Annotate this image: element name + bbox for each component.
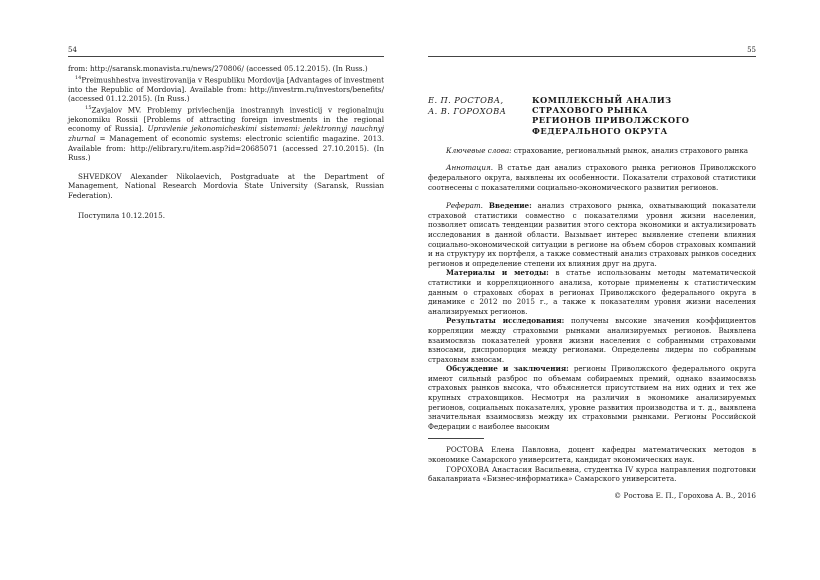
author-bio-english: SHVEDKOV Alexander Nikolaevich, Postgraduate at the Department of Management, National Research Mordovia State University (Saransk, Russian Federation). (68, 171, 384, 200)
author-gorohova: А. В. ГОРОХОВА (428, 105, 507, 116)
results-label: Результаты исследования: (446, 316, 565, 326)
author-rostova: Е. П. РОСТОВА, (428, 95, 504, 105)
discussion-section (428, 364, 756, 431)
discussion-label: Обсуждение и заключения: (446, 364, 569, 374)
methods-section (428, 268, 756, 316)
header-rule-right (428, 56, 756, 57)
title-line: СТРАХОВОГО РЫНКА (532, 105, 648, 116)
footnote-15-text-before: Zavjalov MV. Problemy privlechenija inostrannyh investicij v regionalnuju jekonomiku Rossii [Problems of attracting foreign investments in the regional economy of Russia]. (68, 105, 385, 134)
keywords-label: Ключевые слова: (446, 145, 512, 155)
title-line: КОМПЛЕКСНЫЙ АНАЛИЗ (532, 95, 672, 105)
page-number-right: 55 (747, 46, 756, 54)
referat-introduction (428, 201, 756, 268)
footnote-15 (68, 104, 384, 163)
annotation-text: В статье дан анализ страхового рынка регионов Приволжского федерального округа, выявлены их особенности. Показатели страховой статистики соотнесены с показателями социально-экономического развития регионов. (428, 163, 756, 192)
introduction-text: анализ страхового рынка, охватывающий показатели страховой статистики совместно с показателями уровня жизни населения, позволяет описать тенденции развития этого сектора экономики и актуализировать исследования в данной области. Вызывает интерес выявление степени влияния социально-экономической ситуации в регионе на объем сборов страховых компаний и на структуру их портфеля, а также совместный анализ страховых рынков соседних регионов и определение степени их влияния друг на друга. (428, 201, 757, 268)
article-title (532, 95, 707, 136)
footnote-15-number: 15 (85, 104, 92, 111)
title-line: ФЕДЕРАЛЬНОГО ОКРУГА (532, 125, 668, 136)
referat-label: Реферат. (446, 201, 483, 211)
article-authors (428, 95, 532, 116)
header-rule-left (68, 56, 384, 57)
footnote-14-number: 14 (74, 74, 82, 81)
keywords (428, 146, 756, 156)
results-section (428, 316, 756, 364)
footnote-rule (428, 438, 484, 439)
keywords-text: страхование, региональный рынок, анализ страхового рынка (511, 145, 749, 155)
right-column (428, 95, 756, 500)
methods-text: в статье использованы методы математической статистики и корреляционного анализа, которые применены к статистическим данным о страховых сборах в регионах Приволжского федерального округа в динамике с 2012 по 2015 г., а также к показателям уровня жизни населения анализируемых регионов. (428, 268, 756, 316)
results-text: получены высокие значения коэффициентов корреляции между страховыми рынками анализируемых регионов. Выявлена взаимосвязь показателей уровня жизни населения с собранными страховыми взносами, диспропорция между регионами. Определены лидеры по собранным страховым взносам. (428, 316, 756, 364)
discussion-text: регионы Приволжского федерального округа имеют сильный разброс по объемам собираемых премий, однако взаимосвязь страховых рынков высока, что объясняется присутствием на них одних и тех же крупных страховщиков. Несмотря на различия в экономике анализируемых регионов, социальных показателях, уровне развития производства и т. д., выявлена значительная взаимосвязь между их страховыми рынками. Регионы Российской Федерации с наиболее высоким (428, 364, 757, 431)
footnote-author-gorohova: ГОРОХОВА Анастасия Васильевна, студентка IV курса направления подготовки бакалавриата «Бизнес-информатика» Самарского университета. (428, 464, 756, 484)
received-date: Поступила 10.12.2015. (78, 210, 165, 220)
footnote-14-text: Preimushhestva investirovanija v Respubliku Mordovija [Advantages of investment into the Republic of Mordovia]. Available from: http://investrm.ru/investors/benefits/ (accessed 01.12.2015). (In Russ.) (68, 74, 385, 104)
annotation (428, 163, 756, 192)
introduction-label: Введение: (482, 201, 532, 211)
left-column (68, 64, 384, 220)
footnote-15-journal: Upravlenie jekonomicheskimi sistemami: jelektronnyj nauchnyj zhurnal (68, 124, 384, 143)
title-line: РЕГИОНОВ ПРИВОЛЖСКОГО (532, 115, 690, 126)
footnote-author-rostova: РОСТОВА Елена Павловна, доцент кафедры математических методов в экономике Самарского университета, кандидат экономических наук. (428, 445, 756, 465)
annotation-label: Аннотация. (446, 163, 494, 173)
footnote-15-text-after: = Management of economic systems: electronic scientific magazine. 2013. Available from: http://elibrary.ru/item.asp?id=20685071 (accessed 27.10.2015). (In Russ.) (68, 133, 384, 163)
page-number-left: 54 (68, 46, 77, 54)
footnote-14 (68, 74, 384, 104)
reference-continuation: from: http://saransk.monavista.ru/news/270806/ (accessed 05.12.2015). (In Russ.) (68, 64, 368, 73)
right-page (410, 0, 820, 580)
article-header (428, 95, 756, 136)
methods-label: Материалы и методы: (446, 268, 549, 278)
copyright: © Ростова Е. П., Горохова А. В., 2016 (614, 490, 756, 500)
